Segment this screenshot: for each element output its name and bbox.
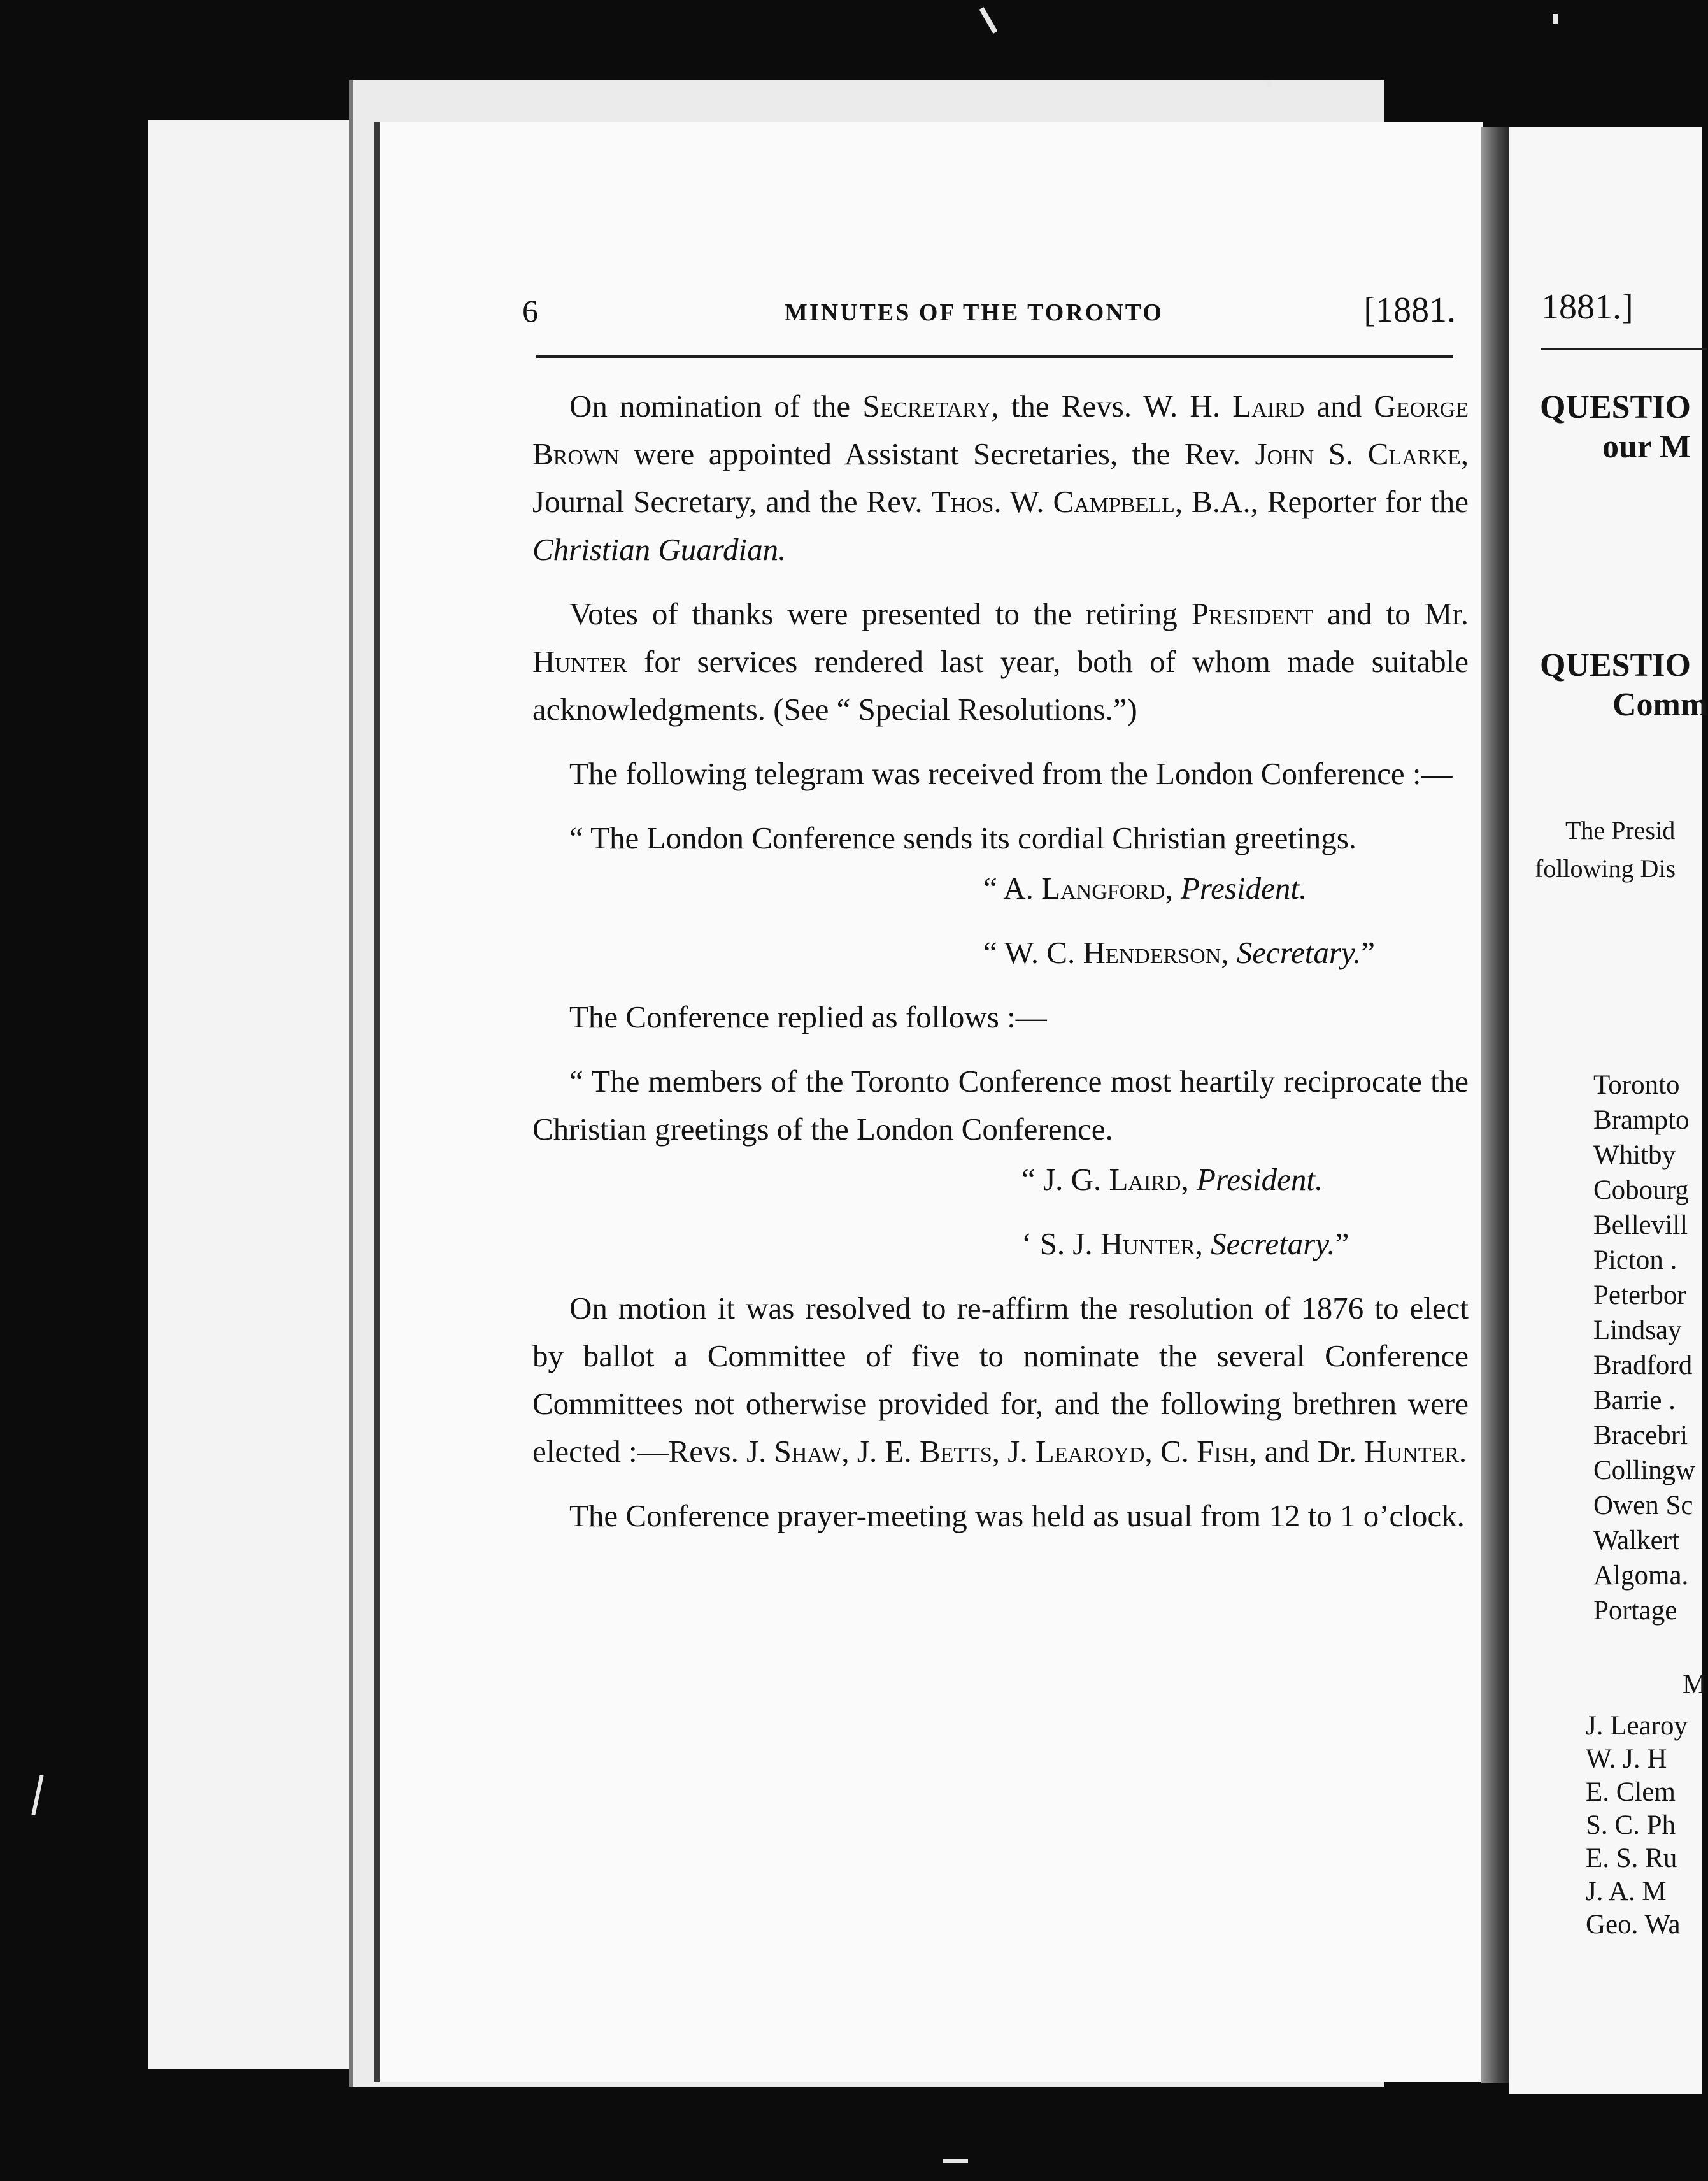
district-item: Picton . (1593, 1245, 1677, 1275)
right-page-rule (1541, 348, 1707, 350)
book-gutter (1481, 127, 1509, 2083)
right-column-head: M (1683, 1670, 1707, 1699)
name-item: E. S. Ru (1586, 1843, 1677, 1873)
right-intro-line-1: The Presid (1565, 816, 1676, 845)
film-speck (31, 1775, 43, 1815)
telegram-text: “ The London Conference sends its cordial Christian greetings. (569, 820, 1357, 855)
film-speck (1553, 14, 1558, 24)
district-item: Owen Sc (1593, 1491, 1693, 1520)
district-item: Algoma. (1593, 1561, 1689, 1591)
district-item: Bellevill (1593, 1210, 1688, 1240)
film-speck (943, 2159, 968, 2163)
name-item: J. Learoy (1586, 1711, 1688, 1741)
header-year: [1881. (1363, 290, 1456, 330)
names-list (1586, 1710, 1688, 1941)
district-item: Cobourg (1593, 1175, 1689, 1205)
reply-signature-president: “ J. G. Laird, President. (1021, 1162, 1323, 1197)
district-item: Lindsay (1593, 1315, 1682, 1345)
telegram-signature-secretary: “ W. C. Henderson, Secretary.” (983, 935, 1376, 970)
right-heading-2-line-1: QUESTIO (1540, 647, 1691, 683)
paragraph-reply-intro: The Conference replied as follows :— (569, 999, 1047, 1034)
district-item: Walkert (1593, 1526, 1680, 1555)
name-item: J. A. M (1586, 1877, 1667, 1906)
district-item: Toronto (1593, 1070, 1680, 1100)
right-heading-1-line-2: our M (1602, 429, 1691, 465)
right-intro-line-2: following Dis (1535, 854, 1676, 883)
district-item: Collingw (1593, 1455, 1696, 1485)
name-item: Geo. Wa (1586, 1910, 1681, 1940)
district-item: Bracebri (1593, 1420, 1688, 1450)
telegram-signature-president: “ A. Langford, President. (983, 871, 1307, 906)
paragraph-votes-of-thanks: Votes of thanks were presented to the retiring President and to Mr. Hunter for services rendered last year, both of whom made suitable acknowledgments. (See “ Special Resolutions.”) (532, 596, 1469, 727)
paragraph-telegram-intro: The following telegram was received from the London Conference :— (569, 756, 1453, 791)
reply-signature-secretary: ‘ S. J. Hunter, Secretary.” (1021, 1226, 1349, 1261)
film-speck (979, 7, 998, 34)
paragraph-committee-election: On motion it was resolved to re-affirm the resolution of 1876 to elect by ballot a Committee of five to nominate the several Conference Committees not otherwise provided for, and the following brethren were elected :—Revs. J. Shaw, J. E. Betts, J. Learoyd, C. Fish, and Dr. Hunter. (532, 1291, 1469, 1469)
film-speck (1266, 80, 1272, 87)
right-page (1509, 127, 1708, 2094)
right-heading-1-line-1: QUESTIO (1540, 389, 1691, 425)
page-number: 6 (522, 293, 538, 329)
district-item: Portage (1593, 1596, 1677, 1626)
right-page-year: 1881.] (1541, 287, 1633, 327)
district-item: Peterbor (1593, 1280, 1686, 1310)
right-heading-2-line-2: Comm (1612, 687, 1708, 723)
district-item: Barrie . (1593, 1385, 1676, 1415)
district-item: Brampto (1593, 1105, 1690, 1135)
paragraph-nomination: On nomination of the Secretary, the Revs. W. H. Laird and George Brown were appointed Assistant Secretaries, the Rev. John S. Clarke, Journal Secretary, and the Rev. Thos. W. Campbell, B.A., Reporter for the Christian Guardian. (532, 389, 1469, 567)
district-item: Bradford (1593, 1350, 1693, 1380)
district-item: Whitby (1593, 1140, 1676, 1170)
district-list (1593, 1068, 1695, 1628)
paragraph-prayer-meeting: The Conference prayer-meeting was held as usual from 12 to 1 o’clock. (569, 1498, 1465, 1533)
name-item: S. C. Ph (1586, 1810, 1676, 1840)
page-body (532, 382, 1469, 1556)
reply-text: “ The members of the Toronto Conference most heartily reciprocate the Christian greetings of the London Conference. (532, 1064, 1469, 1147)
name-item: W. J. H (1586, 1744, 1667, 1774)
running-header (522, 290, 1465, 334)
running-title: MINUTES OF THE TORONTO (785, 299, 1164, 326)
name-item: E. Clem (1586, 1777, 1676, 1807)
header-rule (536, 355, 1453, 358)
